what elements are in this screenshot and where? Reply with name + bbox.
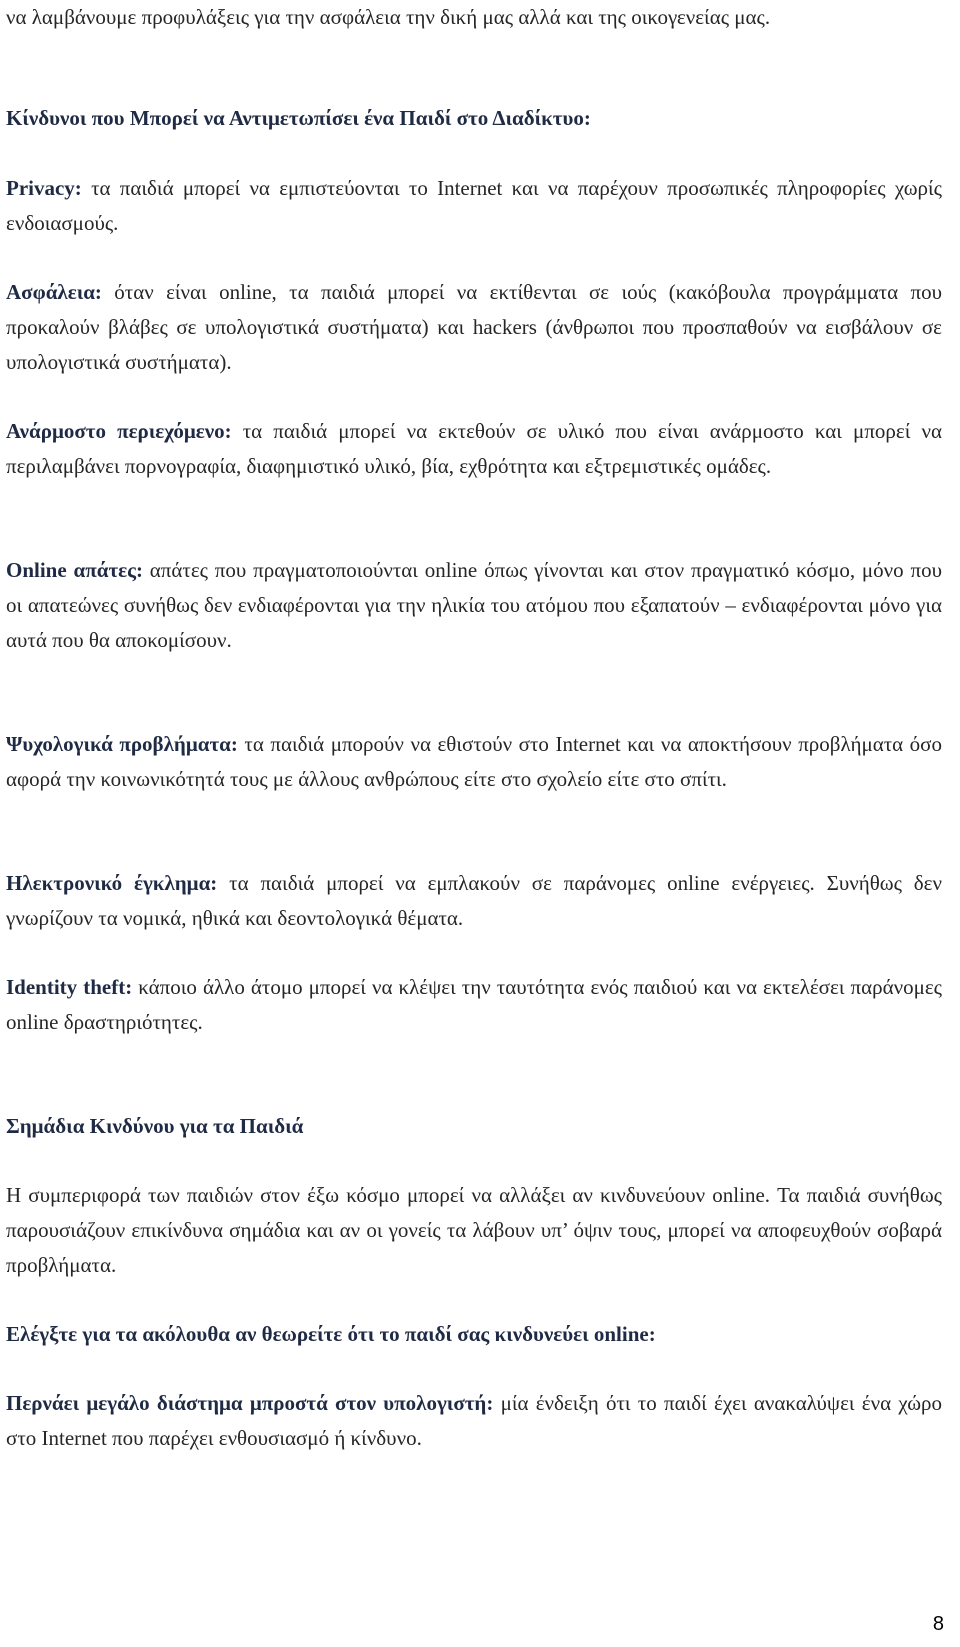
check-heading: Ελέγξτε για τα ακόλουθα αν θεωρείτε ότι το παιδί σας κινδυνεύει online:	[6, 1322, 656, 1346]
danger-term: Ψυχολογικά προβλήματα:	[6, 732, 238, 756]
check-item-long-computer-time	[6, 1386, 942, 1456]
danger-item-online-scams	[6, 553, 942, 658]
check-term: Περνάει μεγάλο διάστημα μπροστά στον υπολογιστή:	[6, 1391, 494, 1415]
danger-term: Ασφάλεια:	[6, 280, 102, 304]
danger-text: απάτες που πραγματοποιούνται online όπως γίνονται και στον πραγματικό κόσμο, μόνο που οι απατεώνες συνήθως δεν ενδιαφέρονται για την ηλικία του ατόμου που εξαπατούν – ενδιαφέρονται μόνο για αυτά που θα αποκομίσουν.	[6, 558, 942, 652]
signs-heading: Σημάδια Κινδύνου για τα Παιδιά	[6, 1114, 304, 1138]
danger-item-inappropriate-content	[6, 414, 942, 484]
danger-text: όταν είναι online, τα παιδιά μπορεί να εκτίθενται σε ιούς (κακόβουλα προγράμματα που προκαλούν βλάβες σε υπολογιστικά συστήματα) και hackers (άνθρωποι που προσπαθούν να εισβάλουν σε υπολογιστικά συστήματα).	[6, 280, 942, 374]
danger-term: Online απάτες:	[6, 558, 143, 582]
dangers-heading: Κίνδυνοι που Μπορεί να Αντιμετωπίσει ένα Παιδί στο Διαδίκτυο:	[6, 106, 591, 130]
check-text: μία ένδειξη ότι το παιδί έχει ανακαλύψει ένα χώρο στο Internet που παρέχει ενθουσιασμό ή κίνδυνο.	[6, 1391, 942, 1450]
danger-term: Ηλεκτρονικό έγκλημα:	[6, 871, 218, 895]
danger-term: Privacy:	[6, 176, 82, 200]
danger-item-identity-theft	[6, 970, 942, 1040]
danger-text: τα παιδιά μπορεί να εμπλακούν σε παράνομες online ενέργειες. Συνήθως δεν γνωρίζουν τα νομικά, ηθικά και δεοντολογικά θέματα.	[6, 871, 942, 930]
danger-text: τα παιδιά μπορούν να εθιστούν στο Internet και να αποκτήσουν προβλήματα όσο αφορά την κοινωνικότητά τους με άλλους ανθρώπους είτε στο σχολείο είτε στο σπίτι.	[6, 732, 942, 791]
danger-text: τα παιδιά μπορεί να εκτεθούν σε υλικό που είναι ανάρμοστο και μπορεί να περιλαμβάνει πορνογραφία, διαφημιστικό υλικό, βία, εχθρότητα και εξτρεμιστικές ομάδες.	[6, 419, 942, 478]
danger-item-cybercrime	[6, 866, 942, 936]
danger-item-psychological	[6, 727, 942, 797]
danger-text: τα παιδιά μπορεί να εμπιστεύονται το Internet και να παρέχουν προσωπικές πληροφορίες χωρίς ενδοιασμούς.	[6, 176, 942, 235]
danger-item-security	[6, 275, 942, 380]
signs-paragraph: Η συμπεριφορά των παιδιών στον έξω κόσμο μπορεί να αλλάξει αν κινδυνεύουν online. Τα παιδιά συνήθως παρουσιάζουν επικίνδυνα σημάδια και αν οι γονείς τα λάβουν υπ’ όψιν τους, μπορεί να αποφευχθούν σοβαρά προβλήματα.	[6, 1183, 942, 1277]
danger-text: κάποιο άλλο άτομο μπορεί να κλέψει την ταυτότητα ενός παιδιού και να εκτελέσει παράνομες online δραστηριότητες.	[6, 975, 942, 1034]
danger-item-privacy	[6, 171, 942, 241]
intro-paragraph: να λαμβάνουμε προφυλάξεις για την ασφάλεια την δική μας αλλά και της οικογενείας μας.	[6, 5, 771, 29]
page-number: 8	[932, 1613, 944, 1635]
danger-term: Identity theft:	[6, 975, 133, 999]
danger-term: Ανάρμοστο περιεχόμενο:	[6, 419, 232, 443]
